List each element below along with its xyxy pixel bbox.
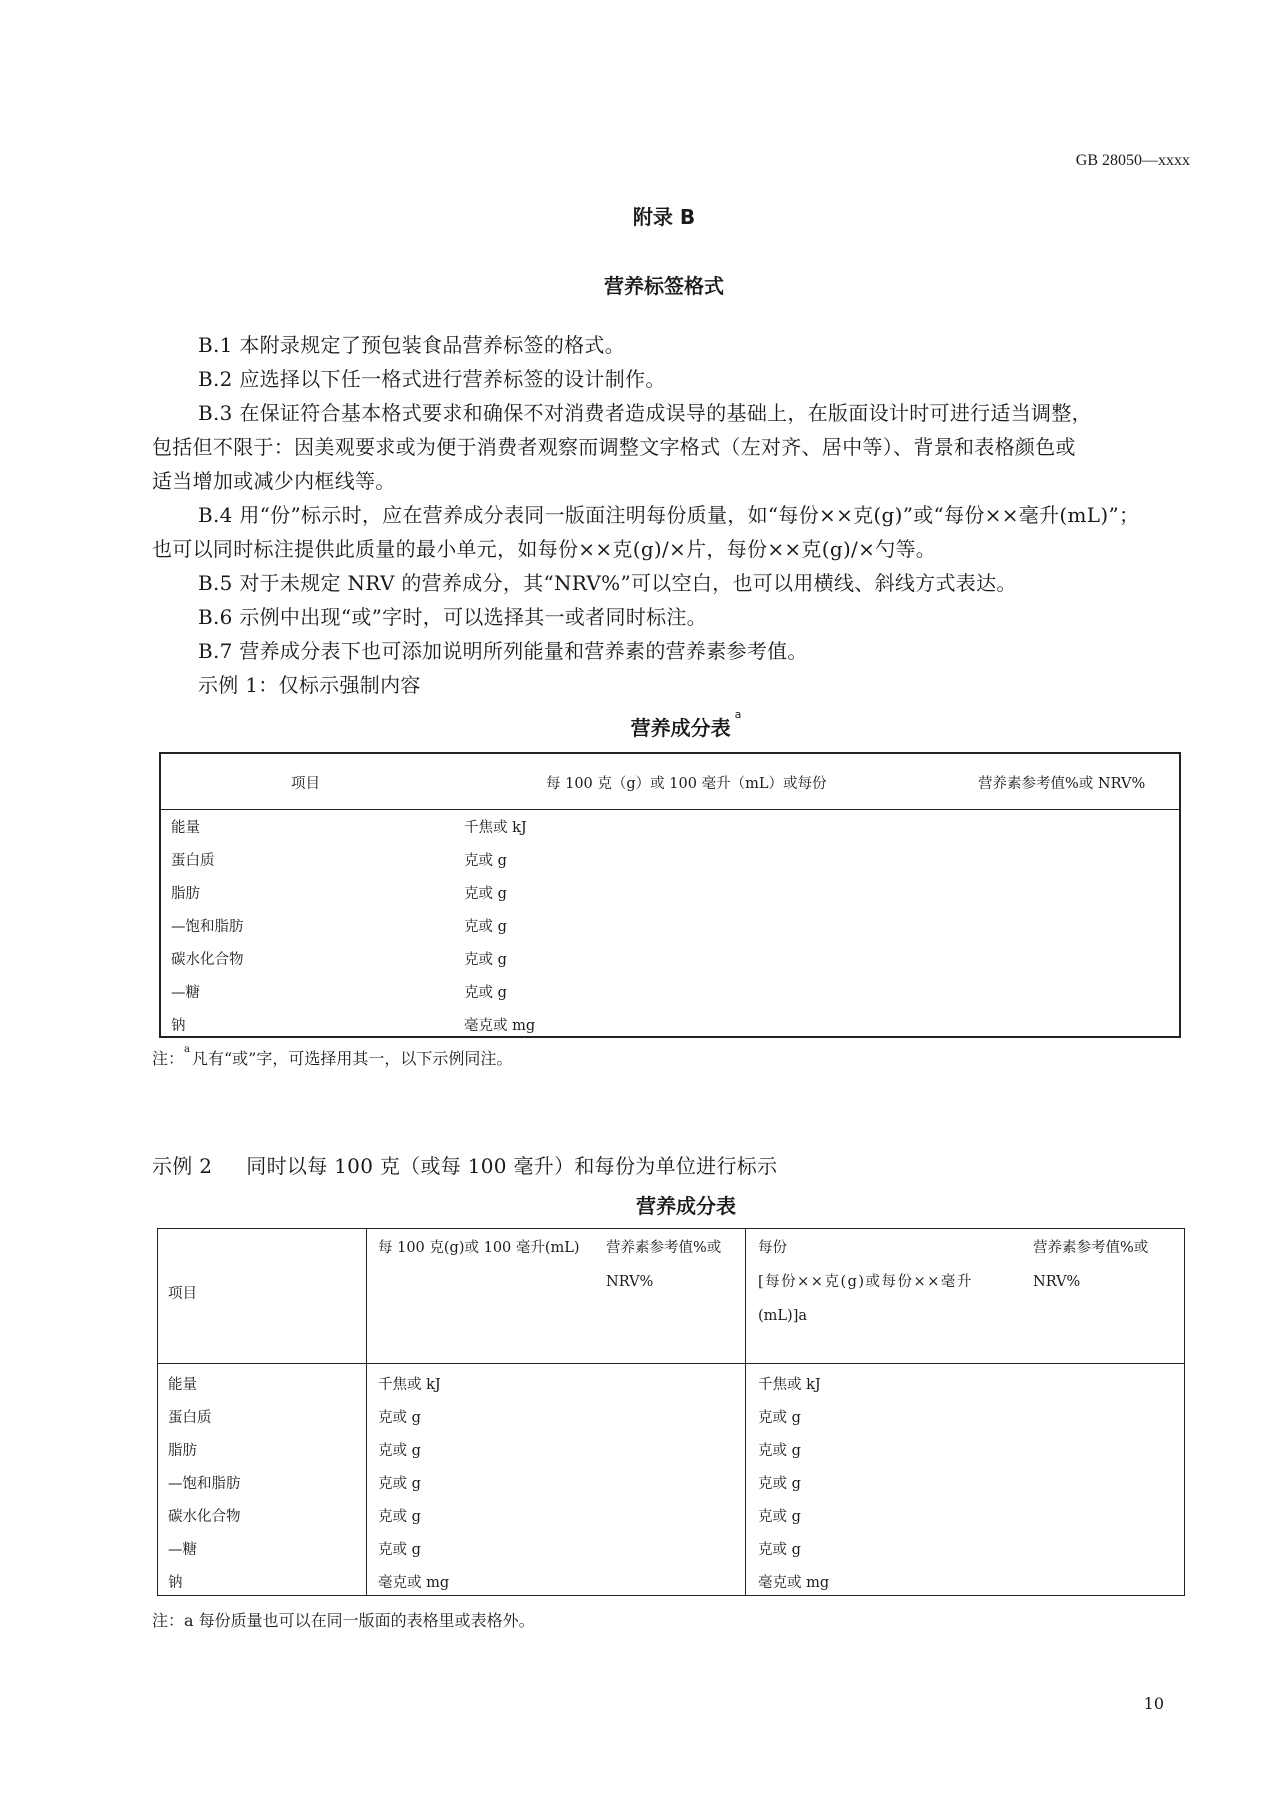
clause-b3-line1: B.3 在保证符合基本格式要求和确保不对消费者造成误导的基础上，在版面设计时可进行适当调整， bbox=[198, 401, 1092, 425]
clause-b6: B.6 示例中出现“或”字时，可以选择其一或者同时标注。 bbox=[198, 605, 707, 629]
nutrition-table-1 bbox=[159, 752, 1181, 1038]
nutrition-table-2 bbox=[157, 1228, 1185, 1596]
clause-b4-line1: B.4 用“份”标示时，应在营养成分表同一版面注明每份质量，如“每份××克(g)”或“每份××毫升(mL)”； bbox=[198, 503, 1140, 527]
table2-header-rule bbox=[158, 1363, 1184, 1364]
table1-header-nrv: 营养素参考值%或 NRV% bbox=[978, 776, 1146, 792]
page-number: 10 bbox=[1143, 1694, 1164, 1713]
table2-header-serving-line2: [每份××克(g)或每份××毫升 bbox=[758, 1274, 973, 1290]
table2-title: 营养成分表 bbox=[636, 1194, 736, 1218]
standard-code: GB 28050—xxxx bbox=[1075, 152, 1190, 169]
table1-header-item: 项目 bbox=[291, 776, 320, 792]
table-row: 碳水化合物 克或 g 克或 g bbox=[168, 1509, 801, 1525]
table-row: 能量 千焦或 kJ bbox=[171, 820, 527, 836]
table-row: 钠 毫克或 mg 毫克或 mg bbox=[168, 1575, 830, 1591]
table2-header-nrv2-line2: NRV% bbox=[1033, 1274, 1081, 1290]
table2-header-item: 项目 bbox=[168, 1286, 197, 1302]
table2-header-serving-line3: (mL)]a bbox=[758, 1308, 807, 1324]
clause-b5: B.5 对于未规定 NRV 的营养成分，其“NRV%”可以空白，也可以用横线、斜线方式表达。 bbox=[198, 571, 1017, 595]
table-row: —糖 克或 g bbox=[171, 985, 507, 1001]
table2-header-nrv1-line2: NRV% bbox=[606, 1274, 654, 1290]
table-row: —饱和脂肪 克或 g 克或 g bbox=[168, 1476, 801, 1492]
example2-label: 示例 2 同时以每 100 克（或每 100 毫升）和每份为单位进行标示 bbox=[152, 1154, 778, 1178]
table1-title-footnote-mark: a bbox=[734, 708, 742, 721]
clause-b3-line2: 包括但不限于：因美观要求或为便于消费者观察而调整文字格式（左对齐、居中等）、背景和表格颜色或 bbox=[152, 435, 1076, 459]
table2-header-serving-line1: 每份 bbox=[758, 1240, 787, 1256]
table1-title: 营养成分表$^a$ bbox=[630, 708, 742, 740]
appendix-subtitle: 营养标签格式 bbox=[604, 274, 724, 298]
clause-b2: B.2 应选择以下任一格式进行营养标签的设计制作。 bbox=[198, 367, 666, 391]
table-row: 碳水化合物 克或 g bbox=[171, 952, 507, 968]
table-row: —糖 克或 g 克或 g bbox=[168, 1542, 801, 1558]
table1-header-row bbox=[161, 754, 1179, 810]
table-row: 脂肪 克或 g 克或 g bbox=[168, 1443, 801, 1459]
table-row: —饱和脂肪 克或 g bbox=[171, 919, 507, 935]
table-row: 蛋白质 克或 g bbox=[171, 853, 507, 869]
table1-note: 注：$^a$ 凡有“或”字，可选择用其一，以下示例同注。 bbox=[152, 1044, 513, 1068]
table-row: 脂肪 克或 g bbox=[171, 886, 507, 902]
table2-header-nrv1-line1: 营养素参考值%或 bbox=[606, 1240, 722, 1256]
table-row: 钠 毫克或 mg bbox=[171, 1018, 536, 1034]
clause-b7: B.7 营养成分表下也可添加说明所列能量和营养素的营养素参考值。 bbox=[198, 639, 808, 663]
table2-header-per100: 每 100 克(g)或 100 毫升(mL) bbox=[378, 1240, 580, 1256]
clause-b3-line3: 适当增加或减少内框线等。 bbox=[152, 469, 396, 493]
appendix-title: 附录 B bbox=[632, 205, 696, 229]
clause-b4-line2: 也可以同时标注提供此质量的最小单元，如每份××克(g)/×片，每份××克(g)/×勺等。 bbox=[152, 537, 937, 561]
table2-note: 注：a 每份质量也可以在同一版面的表格里或表格外。 bbox=[152, 1611, 535, 1630]
table1-header-per100: 每 100 克（g）或 100 毫升（mL）或每份 bbox=[546, 776, 827, 792]
clause-b1: B.1 本附录规定了预包装食品营养标签的格式。 bbox=[198, 333, 626, 357]
table2-header-nrv2-line1: 营养素参考值%或 bbox=[1033, 1240, 1149, 1256]
table-row: 蛋白质 克或 g 克或 g bbox=[168, 1410, 801, 1426]
example1-label: 示例 1：仅标示强制内容 bbox=[198, 673, 421, 697]
table-row: 能量 千焦或 kJ 千焦或 kJ bbox=[168, 1377, 821, 1393]
